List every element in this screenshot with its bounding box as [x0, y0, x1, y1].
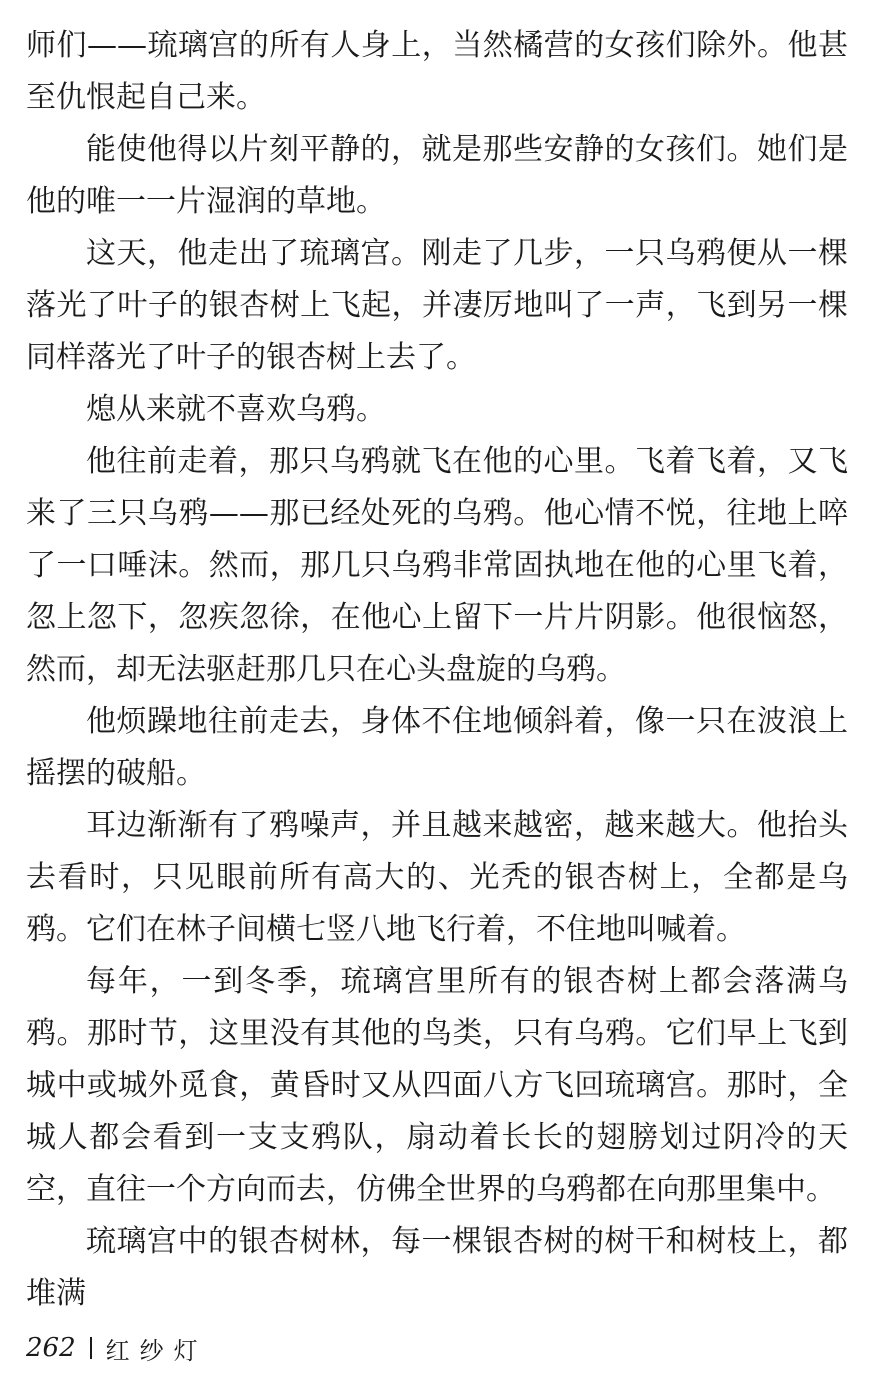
body-text [26, 20, 848, 1320]
footer-divider [90, 1337, 92, 1359]
paragraph: 熄从来就不喜欢乌鸦。 [86, 392, 386, 427]
paragraph: 他往前走着，那只乌鸦就飞在他的心里。飞着飞着，又飞来了三只乌鸦——那已经处死的乌鸦。他心情不悦，往地上啐了一口唾沫。然而，那几只乌鸦非常固执地在他的心里飞着，忽上忽下，忽疾忽徐，在他心上留下一片片阴影。他很恼怒，然而，却无法驱赶那几只在心头盘旋的乌鸦。 [26, 444, 848, 687]
page-footer [26, 1328, 208, 1368]
paragraph: 这天，他走出了琉璃宫。刚走了几步，一只乌鸦便从一棵落光了叶子的银杏树上飞起，并凄厉地叫了一声，飞到另一棵同样落光了叶子的银杏树上去了。 [26, 236, 848, 375]
paragraph: 耳边渐渐有了鸦噪声，并且越来越密，越来越大。他抬头去看时，只见眼前所有高大的、光秃的银杏树上，全都是乌鸦。它们在林子间横七竖八地飞行着，不住地叫喊着。 [26, 808, 848, 947]
paragraph: 琉璃宫中的银杏树林，每一棵银杏树的树干和树枝上，都堆满 [26, 1224, 848, 1311]
paragraph-continued: 师们——琉璃宫的所有人身上，当然橘营的女孩们除外。他甚至仇恨起自己来。 [26, 28, 848, 115]
paragraph: 他烦躁地往前走去，身体不住地倾斜着，像一只在波浪上摇摆的破船。 [26, 704, 848, 791]
book-title: 红纱灯 [105, 1336, 208, 1365]
paragraph: 每年，一到冬季，琉璃宫里所有的银杏树上都会落满乌鸦。那时节，这里没有其他的鸟类，只有乌鸦。它们早上飞到城中或城外觅食，黄昏时又从四面八方飞回琉璃宫。那时，全城人都会看到一支支鸦队，扇动着长长的翅膀划过阴冷的天空，直往一个方向而去，仿佛全世界的乌鸦都在向那里集中。 [26, 964, 848, 1207]
page-number: 262 [26, 1333, 76, 1363]
paragraph: 能使他得以片刻平静的，就是那些安静的女孩们。她们是他的唯一一片湿润的草地。 [26, 132, 848, 219]
